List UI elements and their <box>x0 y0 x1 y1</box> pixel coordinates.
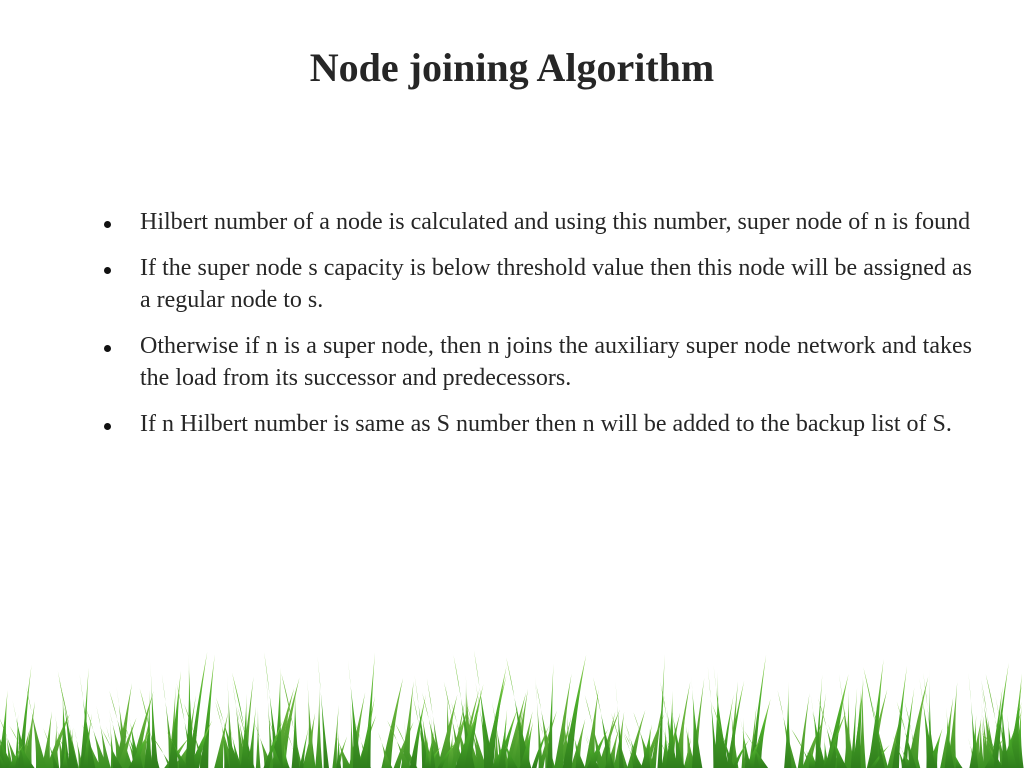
bullet-list <box>100 206 972 454</box>
grass-blade <box>691 676 702 768</box>
grass-blade <box>315 685 322 768</box>
bullet-dot-icon <box>104 267 111 274</box>
bullet-item <box>100 206 972 238</box>
bullet-text: If n Hilbert number is same as S number then n will be added to the backup list of S. <box>140 411 952 437</box>
bullet-text: If the super node s capacity is below threshold value then this node will be assigned as a regular node to s. <box>140 255 972 313</box>
bullet-dot-icon <box>104 345 111 352</box>
slide-title: Node joining Algorithm <box>309 45 715 90</box>
grass-blade <box>359 696 375 768</box>
bullet-text: Hilbert number of a node is calculated and using this number, super node of n is found <box>140 209 971 235</box>
bullet-item <box>100 408 972 440</box>
grass-blade <box>657 654 664 768</box>
grass-blade <box>784 682 791 768</box>
bullet-dot-icon <box>104 221 111 228</box>
grass-blade <box>256 707 261 768</box>
grass-blade <box>200 654 215 768</box>
bullet-item <box>100 252 972 316</box>
grass-decoration <box>0 638 1024 768</box>
bullet-dot-icon <box>104 423 111 430</box>
grass-blade <box>348 660 362 768</box>
bullet-text: Otherwise if n is a super node, then n joins the auxiliary super node network and takes the load from its successor and predecessors. <box>140 333 972 391</box>
bullet-item <box>100 330 972 394</box>
grass-blade <box>150 661 158 768</box>
grass-blade <box>911 694 924 768</box>
